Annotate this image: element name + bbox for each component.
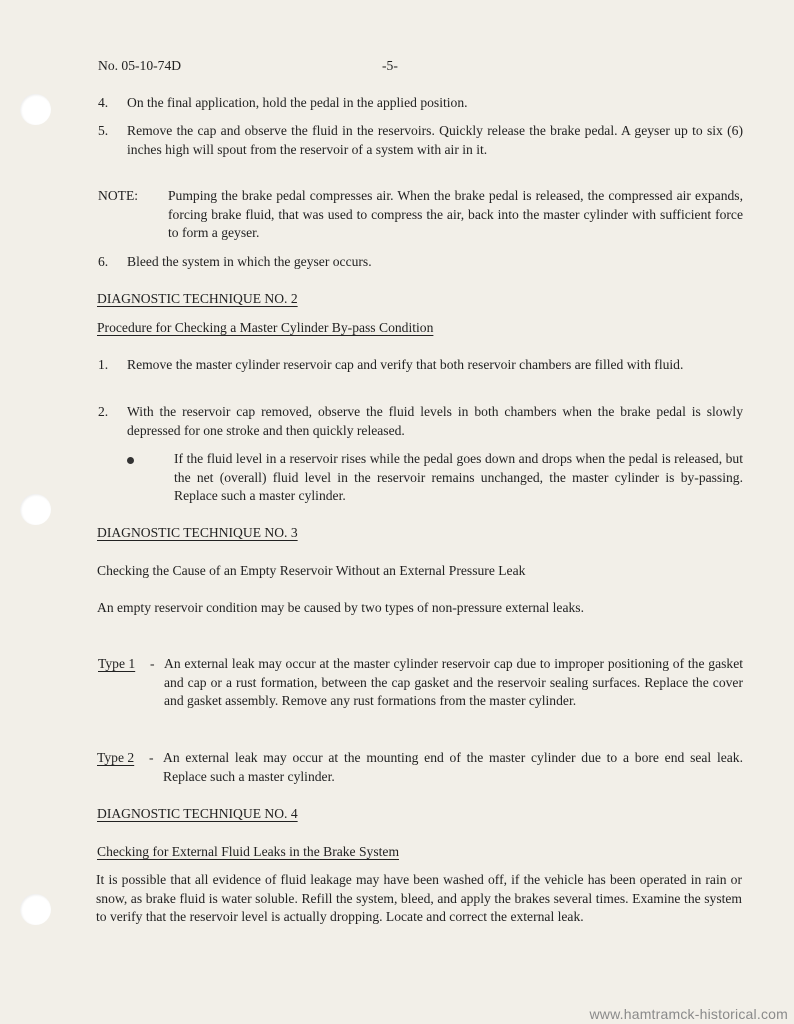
step-number: 6. — [98, 254, 109, 269]
technique-2-bullet-text: If the fluid level in a reservoir rises while the pedal goes down and drops when the pedal is released, but the net (overall) fluid level in the reservoir remains unchanged, the master cylinder is by-passing. Replace such a master cylinder. — [174, 451, 743, 504]
type-2 — [97, 749, 743, 786]
type-2-dash: - — [149, 750, 154, 765]
document-number: No. 05-10-74D — [98, 58, 182, 73]
technique-2-heading: DIAGNOSTIC TECHNIQUE NO. 2 — [97, 291, 298, 306]
step-number: 2. — [98, 404, 109, 419]
page-header — [98, 58, 740, 76]
note-label: NOTE: — [98, 188, 139, 203]
step-text: Bleed the system in which the geyser occurs. — [127, 254, 372, 269]
step-6 — [98, 253, 743, 272]
bullet-icon — [127, 457, 134, 464]
type-2-label: Type 2 — [97, 750, 135, 765]
technique-4-text: It is possible that all evidence of fluid leakage may have been washed off, if the vehicle has been operated in rain or snow, as brake fluid is water soluble. Refill the system, bleed, and apply the brakes several times. Examine the system to verify that the reservoir level is actually dropping. Locate and correct the external leak. — [96, 872, 742, 925]
step-number: 4. — [98, 95, 109, 110]
technique-3-intro: An empty reservoir condition may be caused by two types of non-pressure external leaks. — [97, 600, 584, 615]
technique-3-heading: DIAGNOSTIC TECHNIQUE NO. 3 — [97, 525, 298, 540]
note-text: Pumping the brake pedal compresses air. When the brake pedal is released, the compressed air expands, forcing brake fluid, that was used to compress the air, back into the master cylinder with sufficient force to form a geyser. — [168, 188, 743, 241]
punch-hole — [20, 894, 51, 925]
type-1-dash: - — [150, 656, 155, 671]
technique-4-subheading: Checking for External Fluid Leaks in the Brake System — [97, 844, 400, 859]
step-number: 1. — [98, 357, 109, 372]
note — [98, 187, 743, 243]
page-number: -5- — [382, 58, 398, 73]
technique-3-subheading: Checking the Cause of an Empty Reservoir Without an External Pressure Leak — [97, 563, 526, 578]
watermark: www.hamtramck-historical.com — [589, 1006, 788, 1022]
technique-2-step-1 — [98, 356, 743, 375]
type-2-text: An external leak may occur at the mounting end of the master cylinder due to a bore end seal leak. Replace such a master cylinder. — [163, 750, 743, 784]
type-1 — [98, 655, 743, 711]
type-1-text: An external leak may occur at the master cylinder reservoir cap due to improper positioning of the gasket and cap or a rust formation, between the cap gasket and the reservoir sealing surfaces. Replace the cover and gasket assembly. Remove any rust formations from the master cylinder. — [164, 656, 743, 709]
step-text: With the reservoir cap removed, observe the fluid levels in both chambers when the brake pedal is slowly depressed for one stroke and then quickly released. — [127, 404, 743, 438]
step-5 — [98, 122, 743, 159]
step-number: 5. — [98, 123, 109, 138]
technique-2-step-2 — [98, 403, 743, 440]
step-text: Remove the master cylinder reservoir cap and verify that both reservoir chambers are filled with fluid. — [127, 357, 684, 372]
type-1-label: Type 1 — [98, 656, 136, 671]
technique-2-subheading: Procedure for Checking a Master Cylinder By-pass Condition — [97, 320, 434, 335]
punch-hole — [20, 494, 51, 525]
step-text: Remove the cap and observe the fluid in the reservoirs. Quickly release the brake pedal. A geyser up to six (6) inches high will spout from the reservoir of a system with air in it. — [127, 123, 743, 157]
step-text: On the final application, hold the pedal in the applied position. — [127, 95, 468, 110]
technique-4-heading: DIAGNOSTIC TECHNIQUE NO. 4 — [97, 806, 298, 821]
punch-hole — [20, 94, 51, 125]
step-4 — [98, 94, 743, 113]
